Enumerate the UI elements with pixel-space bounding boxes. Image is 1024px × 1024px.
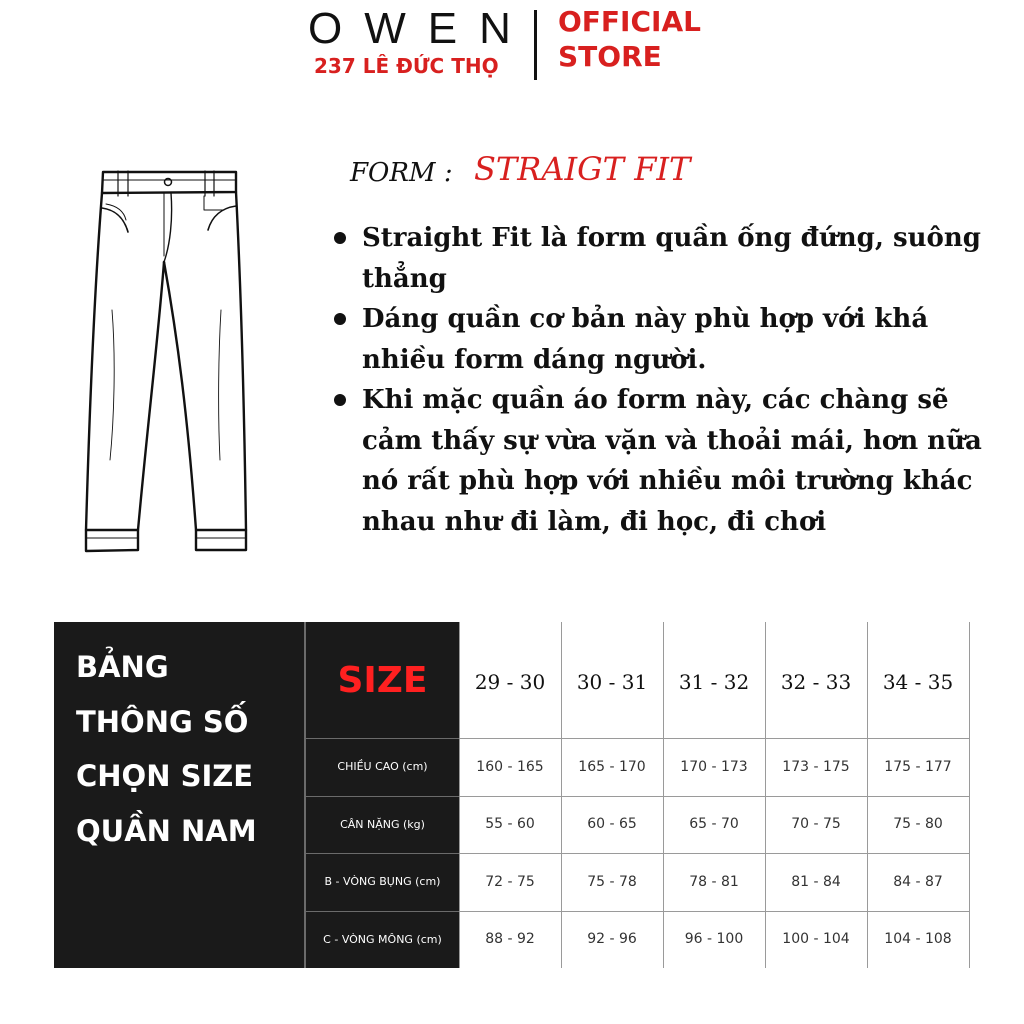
table-cell: 173 - 175 — [782, 758, 850, 775]
table-cell: 175 - 177 — [884, 758, 952, 775]
table-cell: 70 - 75 — [791, 816, 841, 833]
table-cell: 100 - 104 — [782, 931, 850, 948]
straight-fit-pants-icon — [76, 160, 256, 560]
measurement-row-label: CHIỀU CAO (cm) — [306, 738, 459, 796]
size-column-header: 34 - 35 — [882, 670, 954, 694]
brand-block — [300, 2, 540, 82]
table-cell: 72 - 75 — [485, 873, 535, 890]
size-column-header: 29 - 30 — [474, 670, 546, 694]
table-cell: 170 - 173 — [680, 758, 748, 775]
bullet-dot-icon — [334, 232, 346, 244]
form-label: FORM : — [350, 158, 453, 188]
bullet-dot-icon — [334, 313, 346, 325]
measurement-row-label: C - VÒNG MÔNG (cm) — [306, 911, 459, 969]
list-item: Dáng quần cơ bản này phù hợp với khá nhiều form dáng người. — [332, 299, 982, 380]
official-store-label — [558, 4, 701, 74]
store-address: 237 LÊ ĐỨC THỌ — [314, 54, 499, 78]
table-cell: 55 - 60 — [485, 816, 535, 833]
store-line-1: OFFICIAL — [558, 5, 701, 38]
table-cell: 81 - 84 — [791, 873, 841, 890]
size-column-header: 32 - 33 — [780, 670, 852, 694]
grid-column-line — [969, 622, 970, 968]
table-cell: 75 - 78 — [587, 873, 637, 890]
table-cell: 65 - 70 — [689, 816, 739, 833]
list-item: Straight Fit là form quần ống đứng, suông thẳng — [332, 218, 982, 299]
table-cell: 60 - 65 — [587, 816, 637, 833]
header-divider — [534, 10, 537, 80]
table-cell: 160 - 165 — [476, 758, 544, 775]
size-table-title: BẢNG THÔNG SỐ CHỌN SIZE QUẦN NAM — [76, 650, 257, 848]
table-cell: 165 - 170 — [578, 758, 646, 775]
measurement-row-label: CÂN NẶNG (kg) — [306, 796, 459, 854]
bullet-dot-icon — [334, 394, 346, 406]
table-cell: 84 - 87 — [893, 873, 943, 890]
list-item: Khi mặc quần áo form này, các chàng sẽ cảm thấy sự vừa vặn và thoải mái, hơn nữa nó rất phù hợp với nhiều môi trường khác nhau như đi làm, đi học, đi chơi — [332, 380, 982, 542]
brand-logo: OWEN — [308, 4, 533, 53]
fit-description-list — [332, 218, 982, 542]
table-cell: 92 - 96 — [587, 931, 637, 948]
size-header: SIZE — [337, 659, 428, 701]
table-cell: 96 - 100 — [684, 931, 744, 948]
measurement-row-label: B - VÒNG BỤNG (cm) — [306, 853, 459, 911]
table-cell: 78 - 81 — [689, 873, 739, 890]
store-line-2: STORE — [558, 40, 662, 73]
size-column-header: 31 - 32 — [678, 670, 750, 694]
form-value: STRAIGT FIT — [474, 150, 691, 188]
table-cell: 88 - 92 — [485, 931, 535, 948]
table-cell: 75 - 80 — [893, 816, 943, 833]
size-column-header: 30 - 31 — [576, 670, 648, 694]
table-cell: 104 - 108 — [884, 931, 952, 948]
